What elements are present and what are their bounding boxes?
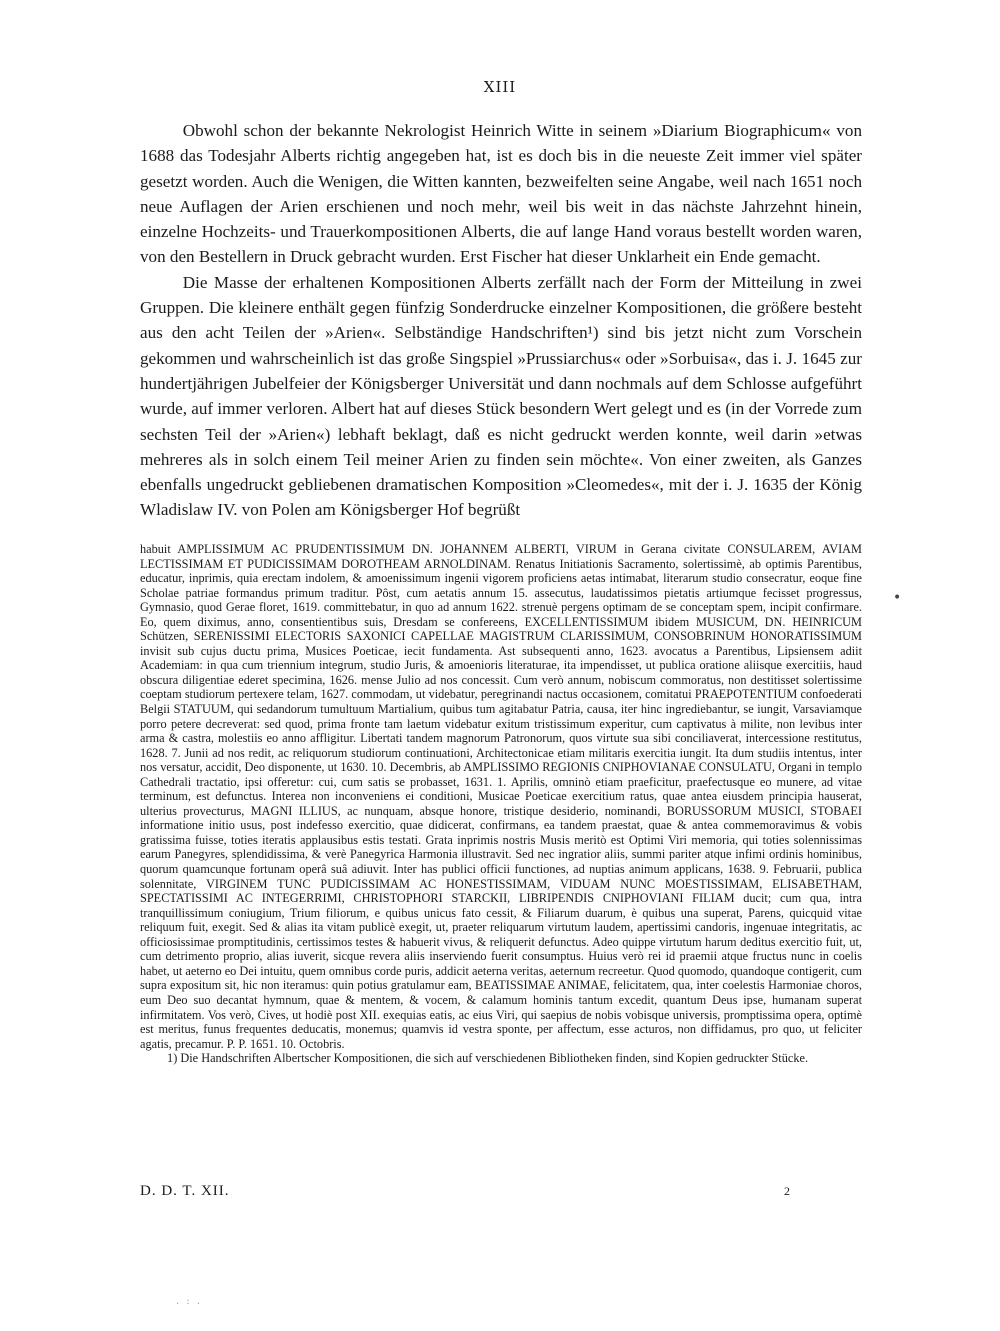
paragraph: Die Masse der erhaltenen Kompositionen Alberts zerfällt nach der Form der Mitteilung in zwei Gruppen. Die kleinere enthält gegen fünfzig Sonderdrucke einzelner Kompositionen, die größere besteht aus den acht Teilen der »Arien«. Selbständige Handschriften¹) sind bis jetzt nicht zum Vorschein gekommen und wahrscheinlich ist das große Singspiel »Prussiarchus« oder »Sorbuisa«, das i. J. 1645 zur hundertjährigen Jubelfeier der Königsberger Universität und dann nochmals auf dem Schlosse aufgeführt wurde, auf immer verloren. Albert hat auf dieses Stück besondern Wert gelegt und es (in der Vorrede zum sechsten Teil der »Arien«) lebhaft beklagt, daß es nicht gedruckt werden konnte, weil darin »etwas mehreres als in solch einem Teil meiner Arien zu finden sein möchte«. Von einer zweiten, als Ganzes ebenfalls ungedruckt gebliebenen dramatischen Komposition »Cleomedes«, mit der i. J. 1635 der König Wladislaw IV. von Polen am Königsberger Hof begrüßt (140, 272, 862, 520)
paragraph: Obwohl schon der bekannte Nekrologist Heinrich Witte in seinem »Diarium Biographicum« von 1688 das Todesjahr Alberts richtig angegeben hat, ist es doch bis in die neueste Zeit immer viel später gesetzt worden. Auch die Wenigen, die Witten kannten, bezweifelten seine Angabe, weil nach 1651 noch neue Auflagen der Arien erschienen und noch mehr, weil bis weit in das nächste Jahrzehnt hinein, einzelne Hochzeits- und Trauerkompositionen Alberts, die auf lange Hand voraus bestellt worden waren, von den Bestellern in Druck gebracht wurden. Erst Fischer hat dieser Unklarheit ein Ende gemacht. (140, 121, 862, 267)
footnotes (140, 542, 862, 1066)
footnote-latin-text: habuit AMPLISSIMUM AC PRUDENTISSIMUM DN. JOHANNEM ALBERTI, VIRUM in Gerana civitate CONSULAREM, AVIAM LECTISSIMAM ET PUDICISSIMAM DOROTHEAM ARNOLDINAM. Renatus Initiationis Sacramento, solertissimè, ab optimis Parentibus, educatur, inprimis, quia erectam indolem, & amoenissimum ingenii vigorem proficiens aetas intimabat, literarum studio consecratur, eoque fine Scholae patriae formandus primum traditur. Pôst, cum aetatis annum 15. assecutus, laudatissimos pietatis artiumque fecisset progressus, Gymnasio, quod Gerae floret, 1619. committebatur, in quo ad annum 1622. strenuè pergens optimam de se conceptam spem, incipit confirmare. Eo, quem diximus, anno, consentientibus suis, Dresdam se confereens, EXCELLENTISSIMUM ibidem MUSICUM, DN. HEINRICUM Schützen, SERENISSIMI ELECTORIS SAXONICI CAPELLAE MAGISTRUM CLARISSIMUM, CONSOBRINUM HONORATISSIMUM invisit sub cujus ductu prima, Musices Poeticae, iecit fundamenta. Ast subsequenti anno, 1623. avocatus a Parentibus, Lipsiensem adiit Academiam: in qua cum triennium integrum, studio Juris, & amoenioris literaturae, ita impendisset, ut publica oratione aliisque exercitiis, haud obscura diligentiae ederet specimina, 1626. mense Julio ad nos concessit. Cum verò annum, nobiscum commoratus, non destitisset solertissime coeptam studiorum pertexere telam, 1627. commodam, ut videbatur, peregrinandi nactus occasionem, comitatui PRAEPOTENTIUM confoederati Belgii STATUUM, qui sedandorum tumultuum Martialium, quibus tum agitabatur Patria, causa, iter hinc ingrediebantur, se iungit, Varsaviamque porro petere decreverat: sed quod, prima fronte tam laetum videbatur exitum tristissimum experitur, cum captivatus à milite, non levibus inter arma & castra, molestiis eo anno affligitur. Libertati tandem magnorum Patronorum, quos virtute sua sibi conciliaverat, intercessione restitutus, 1628. 7. Junii ad nos redit, ac reliquorum studiorum continuationi, Architectonicae etiam militaris exercitia iungit. Ita dum studiis intentus, inter nos versatur, accidit, Deo disponente, ut 1630. 10. Decembris, ab AMPLISSIMO REGIONIS CNIPHOVIANAE CONSULATU, Organi in templo Cathedrali tractatio, ipsi offeretur: cui, cum satis se probasset, 1631. 1. Aprilis, omninò etiam praeficitur, praefectusque eo munere, ad vitae terminum, est defunctus. Interea non inconveniens ei conditioni, Musicae Poeticae exercitium ratus, quae antea eiusdem principia hauserat, ulterius provecturus, MAGNI ILLIUS, ac nunquam, absque honore, tristique desiderio, nominandi, BORUSSORUM MUSICI, STOBAEI informatione initio usus, post indefesso exercitio, quae didicerat, confirmans, ea tandem praestat, quae & antea commemoravimus & vobis gratissima fuisse, toties iteratis applausibus estis testati. Grata inprimis nostris Musis meritò est Optimi Viri memoria, qui toties solennissimas earum Panegyres, splendidissima, & verè Panegyrica Harmonia illustravit. Sed nec ingratior aliis, summi pariter atque infimi ordinis hominibus, quorum quamcunque fortunam operâ suâ adiuvit. Inter has publici officii functiones, ad nuptias animum applicans, 1638. 9. Februarii, publica solennitate, VIRGINEM TUNC PUDICISSIMAM AC HONESTISSIMAM, VIDUAM NUNC MOESTISSIMAM, ELISABETHAM, SPECTATISSIMI AC INTEGERRIMI, CHRISTOPHORI STARCKII, LIBRIPENDIS CNIPHOVIANI FILIAM ducit; cum qua, intra tranquillissimum coniugium, Trium filiorum, e quibus unicus fato cessit, & Filiarum duarum, è quibus una superat, Parens, quicquid vitae reliquum fuit, exegit. Sed & alias ita vitam publicè exegit, ut, praeter reliquarum virtutum laudem, apertissimi candoris, ingenuae integritatis, ac officiosissimae promptitudinis, certissimos testes & habuerit vivus, & reliquerit defunctus. Adeo quippe virtutum harum deditus exercitio fuit, ut, cum detrimento proprio, alias iuverit, sicque revera aliis inserviendo fuerit consumptus. Huius verò rei id praemii atque fructus nunc in coelis habet, ut aeterno eo Dei intuitu, quem omnibus corde puris, addicit aeterna veritas, aeternum recreetur. Quod quomodo, quandoque contigerit, cum supra expositum sit, hic non iteramus: quin potius gratulamur eam, BEATISSIMAE ANIMAE, felicitatem, qua, inter coelestis Harmoniae choros, eum Deo suo decantat hymnum, quae & mentem, & vocem, & calamum hominis tantum excedit, quantum Deus ipse, humanam superat infirmitatem. Vos verò, Cives, ut hodiè post XII. exequias eatis, ac eius Viri, qui saepius de nobis vobisque universis, promptissima opera, optimè est meritus, funus frequentes deducatis, monemus; quamvis id vestra sponte, per affectum, esse acturos, non diffidamus, pro quo, ut feliciter agatis, precamur. P. P. 1651. 10. Octobris. (140, 542, 862, 1051)
sheet-number: 2 (784, 1184, 790, 1198)
signature-mark: D. D. T. XII. (140, 1183, 230, 1199)
paper-specks: . : . (176, 1296, 203, 1307)
footnote-1: 1) Die Handschriften Albertscher Kompositionen, die sich auf verschiedenen Bibliotheken finden, sind Kopien gedruckter Stücke. (167, 1051, 809, 1066)
main-text (140, 118, 862, 523)
margin-mark: • (893, 590, 902, 606)
page-number: XIII (483, 78, 517, 96)
